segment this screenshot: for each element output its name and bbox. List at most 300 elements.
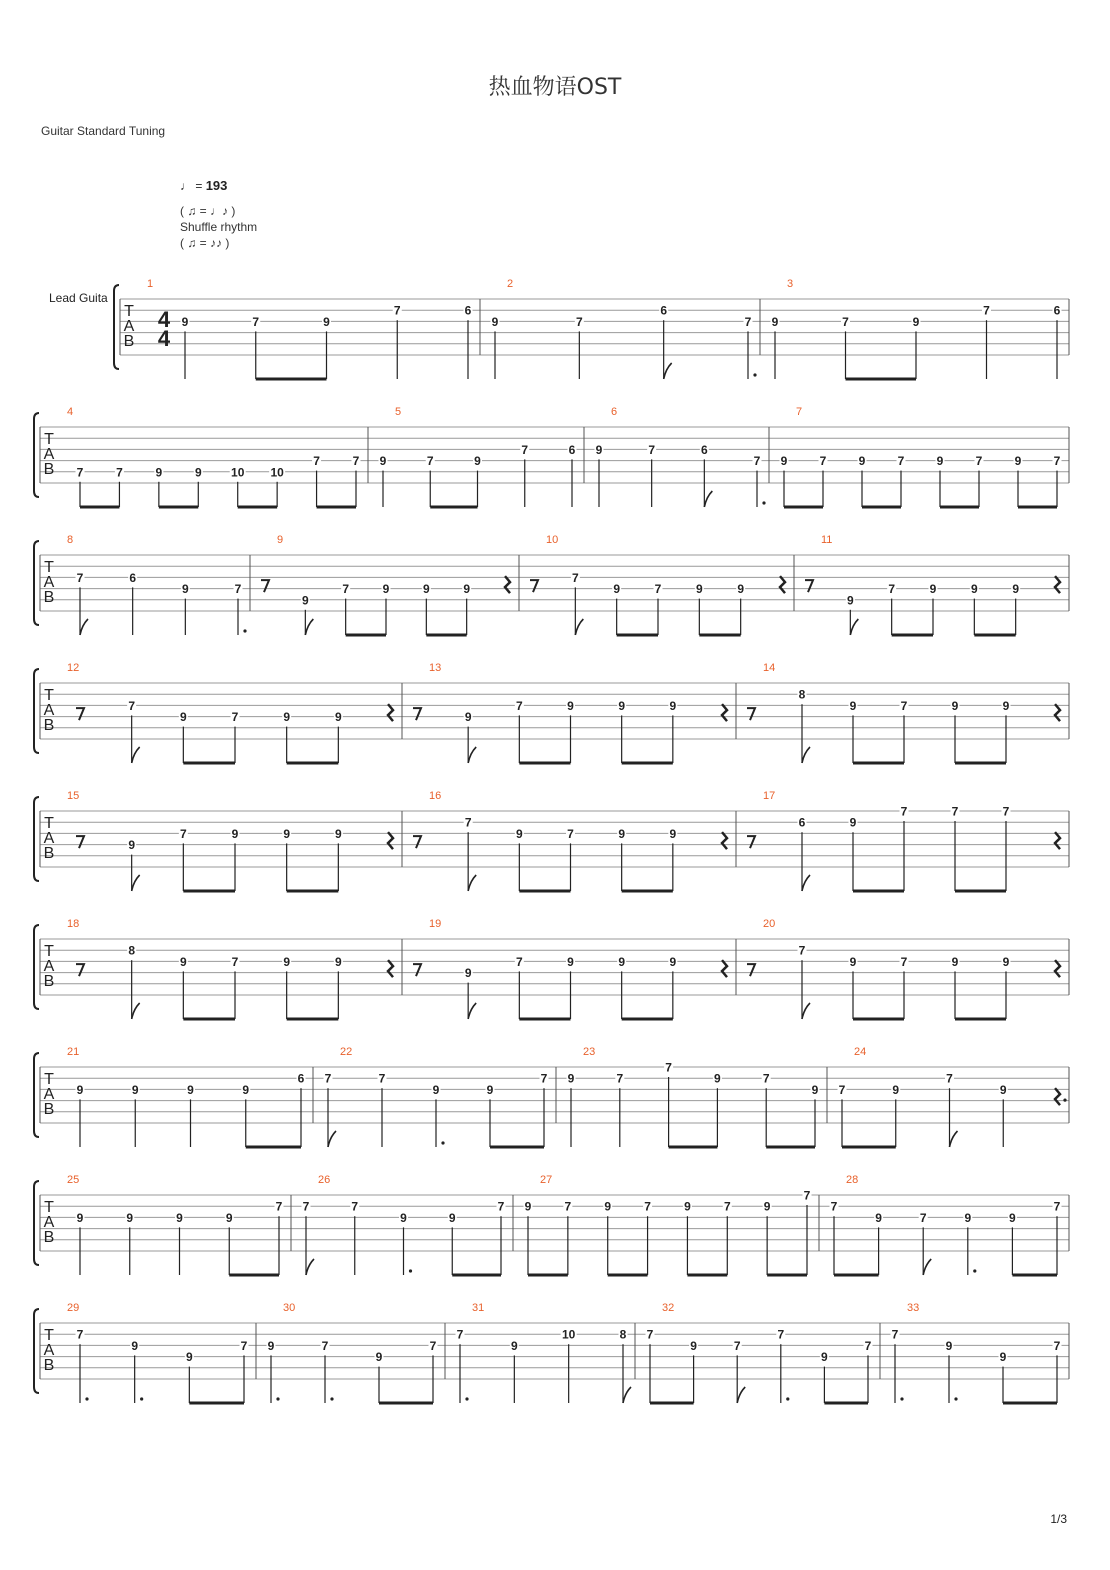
duration-dot <box>441 1141 444 1144</box>
tab-clef-letter: T <box>44 559 54 576</box>
tab-system <box>34 1046 1069 1147</box>
fret-number: 9 <box>999 1350 1007 1365</box>
tab-clef-letter: A <box>43 574 55 591</box>
fret-number: 9 <box>131 1338 139 1353</box>
fret-number: 7 <box>521 442 529 457</box>
measure-number: 26 <box>318 1174 331 1186</box>
fret-number: 9 <box>448 1210 456 1225</box>
eighth-rest <box>413 836 421 848</box>
fret-number: 9 <box>524 1199 532 1214</box>
fret-number: 9 <box>515 826 523 841</box>
fret-number: 7 <box>838 1082 846 1097</box>
fret-number: 9 <box>771 314 779 329</box>
system-bracket <box>34 1053 39 1137</box>
fret-number: 9 <box>849 698 857 713</box>
fret-number: 7 <box>1053 1199 1061 1214</box>
fret-number: 7 <box>575 314 583 329</box>
duration-dot <box>973 1269 976 1272</box>
fret-number: 6 <box>464 303 472 318</box>
fret-number: 9 <box>737 582 745 597</box>
note-flag <box>80 619 88 635</box>
fret-number: 9 <box>567 1071 575 1086</box>
fret-number: 9 <box>155 465 163 480</box>
quarter-rest <box>1055 704 1060 721</box>
fret-number: 7 <box>240 1338 248 1353</box>
measure-number: 27 <box>540 1174 553 1186</box>
fret-number: 9 <box>128 838 136 853</box>
quarter-rest <box>388 832 393 849</box>
fret-number: 9 <box>999 1082 1007 1097</box>
fret-number: 7 <box>762 1071 770 1086</box>
fret-number: 6 <box>660 303 668 318</box>
fret-number: 7 <box>777 1327 785 1342</box>
note-flag <box>737 1387 745 1403</box>
duration-dot <box>140 1397 143 1400</box>
fret-number: 7 <box>564 1199 572 1214</box>
tab-clef-letter: A <box>43 702 55 719</box>
fret-number: 9 <box>1014 454 1022 469</box>
measure-number: 15 <box>67 790 80 802</box>
fret-number: 9 <box>780 454 788 469</box>
time-signature-top: 4 <box>157 307 171 332</box>
fret-number: 8 <box>128 943 136 958</box>
fret-number: 7 <box>644 1199 651 1214</box>
system-bracket <box>34 669 39 753</box>
fret-number: 9 <box>595 442 603 457</box>
tab-system <box>34 918 1069 1019</box>
duration-dot <box>85 1397 88 1400</box>
fret-number: 7 <box>733 1338 741 1353</box>
measure-number: 21 <box>67 1046 80 1058</box>
measure-number: 29 <box>67 1302 80 1314</box>
fret-number: 9 <box>858 454 866 469</box>
fret-number: 7 <box>665 1060 672 1075</box>
fret-number: 7 <box>234 582 242 597</box>
fret-number: 7 <box>803 1188 811 1203</box>
fret-number: 9 <box>301 593 309 608</box>
duration-dot <box>900 1397 903 1400</box>
fret-number: 7 <box>571 570 579 585</box>
eighth-rest <box>413 964 421 976</box>
fret-number: 7 <box>900 804 908 819</box>
quarter-rest <box>1055 1088 1060 1105</box>
fret-number: 9 <box>849 815 857 830</box>
measure-number: 31 <box>472 1302 485 1314</box>
tuning-label: Guitar Standard Tuning <box>41 124 166 138</box>
measure-number: 32 <box>662 1302 675 1314</box>
tab-clef-letter: A <box>43 446 55 463</box>
fret-number: 7 <box>324 1071 332 1086</box>
fret-number: 7 <box>654 582 662 597</box>
page-number: 1/3 <box>1050 1512 1067 1526</box>
fret-number: 6 <box>1053 303 1061 318</box>
fret-number: 7 <box>888 582 896 597</box>
tempo-bpm: 193 <box>205 178 228 193</box>
tab-system <box>34 790 1069 891</box>
measure-number: 11 <box>821 534 833 546</box>
fret-number: 7 <box>515 698 523 713</box>
fret-number: 9 <box>334 710 342 725</box>
fret-number: 9 <box>1002 698 1010 713</box>
duration-dot <box>786 1397 789 1400</box>
quarter-rest <box>780 576 785 593</box>
measure-number: 23 <box>583 1046 596 1058</box>
fret-number: 9 <box>181 314 189 329</box>
measure-number: 9 <box>277 534 284 546</box>
quarter-note-icon: ♩ <box>180 179 192 193</box>
rest-dot <box>1063 1099 1066 1102</box>
fret-number: 9 <box>618 698 626 713</box>
track-name: Lead Guita <box>49 291 108 305</box>
time-signature-bottom: 4 <box>157 326 171 351</box>
fret-number: 7 <box>231 710 239 725</box>
fret-number: 7 <box>648 442 656 457</box>
swing-equivalence-icon: ( ♫ = ♩♪ ) <box>180 204 236 218</box>
fret-number: 7 <box>900 698 908 713</box>
tab-clef-letter: T <box>44 815 54 832</box>
quarter-rest <box>1055 576 1060 593</box>
fret-number: 7 <box>313 454 320 469</box>
fret-number: 7 <box>179 826 187 841</box>
eighth-rest <box>747 964 755 976</box>
tab-clef-letter: T <box>44 1071 54 1088</box>
tab-clef-letter: A <box>43 1342 55 1359</box>
fret-number: 9 <box>945 1338 953 1353</box>
fret-number: 7 <box>342 582 350 597</box>
system-bracket <box>34 797 39 881</box>
measure-number: 8 <box>67 534 74 546</box>
fret-number: 7 <box>497 1199 505 1214</box>
fret-number: 9 <box>567 954 574 969</box>
fret-number: 9 <box>1009 1210 1016 1225</box>
fret-number: 9 <box>267 1338 275 1353</box>
fret-number: 7 <box>1053 454 1061 469</box>
measure-number: 25 <box>67 1174 80 1186</box>
tab-clef-letter: B <box>43 973 55 990</box>
fret-number: 9 <box>334 954 342 969</box>
fret-number: 9 <box>510 1338 518 1353</box>
fret-number: 9 <box>176 1210 183 1225</box>
fret-number: 9 <box>185 1350 193 1365</box>
measure-number: 3 <box>787 278 794 290</box>
measure-number: 4 <box>67 406 74 418</box>
eighth-rest <box>76 836 84 848</box>
system-bracket <box>34 1181 39 1265</box>
fret-number: 9 <box>379 454 387 469</box>
fret-number: 9 <box>491 314 499 329</box>
measure-number: 20 <box>763 918 776 930</box>
fret-number: 9 <box>486 1082 494 1097</box>
fret-number: 7 <box>798 943 806 958</box>
fret-number: 9 <box>242 1082 250 1097</box>
score-title: 热血物语OST <box>488 75 622 100</box>
fret-number: 9 <box>1002 954 1010 969</box>
fret-number: 9 <box>463 582 471 597</box>
note-flag <box>623 1387 631 1403</box>
note-flag <box>468 1003 476 1019</box>
fret-number: 7 <box>321 1338 329 1353</box>
fret-number: 7 <box>919 1210 927 1225</box>
fret-number: 7 <box>456 1327 464 1342</box>
fret-number: 7 <box>744 314 752 329</box>
measure-number: 18 <box>67 918 80 930</box>
note-flag <box>328 1131 336 1147</box>
quarter-rest <box>388 704 393 721</box>
fret-number: 9 <box>464 966 472 981</box>
fret-number: 9 <box>179 710 187 725</box>
fret-number: 9 <box>690 1338 697 1353</box>
fret-number: 6 <box>798 815 806 830</box>
measure-number: 6 <box>611 406 618 418</box>
fret-number: 6 <box>568 442 576 457</box>
note-flag <box>132 1003 140 1019</box>
fret-number: 9 <box>283 954 291 969</box>
fret-number: 9 <box>849 954 857 969</box>
fret-number: 7 <box>76 465 84 480</box>
fret-number: 7 <box>252 314 260 329</box>
fret-number: 7 <box>275 1199 283 1214</box>
tab-clef-letter: B <box>43 1357 55 1374</box>
fret-number: 9 <box>695 582 703 597</box>
measure-number: 7 <box>796 406 803 418</box>
fret-number: 9 <box>936 454 944 469</box>
note-flag <box>468 747 476 763</box>
fret-number: 7 <box>723 1199 731 1214</box>
fret-number: 7 <box>1002 804 1010 819</box>
fret-number: 7 <box>464 815 472 830</box>
tab-clef-letter: A <box>43 958 55 975</box>
fret-number: 9 <box>821 1350 828 1365</box>
tab-clef-letter: B <box>43 589 55 606</box>
measure-number: 14 <box>763 662 776 674</box>
fret-number: 9 <box>1012 582 1020 597</box>
fret-number: 7 <box>891 1327 899 1342</box>
fret-number: 9 <box>669 826 677 841</box>
fret-number: 9 <box>669 698 677 713</box>
fret-number: 7 <box>393 303 401 318</box>
fret-number: 7 <box>864 1338 872 1353</box>
note-flag <box>306 1259 314 1275</box>
fret-number: 7 <box>128 698 136 713</box>
tab-clef-letter: T <box>44 1199 54 1216</box>
system-bracket <box>34 541 39 625</box>
note-flag <box>468 875 476 891</box>
fret-number: 8 <box>798 687 806 702</box>
fret-number: 9 <box>76 1210 84 1225</box>
fret-number: 7 <box>975 454 983 469</box>
fret-number: 9 <box>187 1082 194 1097</box>
fret-number: 9 <box>422 582 430 597</box>
tab-clef-letter: A <box>43 830 55 847</box>
fret-number: 9 <box>669 954 677 969</box>
fret-number: 7 <box>302 1199 310 1214</box>
fret-number: 10 <box>231 465 245 480</box>
fret-number: 7 <box>426 454 434 469</box>
eighth-rest <box>76 708 84 720</box>
fret-number: 9 <box>811 1082 819 1097</box>
fret-number: 9 <box>283 710 291 725</box>
fret-number: 9 <box>604 1199 612 1214</box>
duration-dot <box>276 1397 279 1400</box>
tab-clef-letter: B <box>43 845 55 862</box>
fret-number: 9 <box>618 954 626 969</box>
fret-number: 7 <box>116 465 123 480</box>
fret-number: 9 <box>194 465 202 480</box>
fret-number: 7 <box>352 454 360 469</box>
fret-number: 7 <box>378 1071 386 1086</box>
fret-number: 9 <box>964 1210 972 1225</box>
swing-label: Shuffle rhythm <box>180 220 258 234</box>
fret-number: 7 <box>515 954 523 969</box>
tab-system <box>34 534 1069 635</box>
tab-system <box>34 406 1069 507</box>
fret-number: 9 <box>951 954 959 969</box>
fret-number: 6 <box>297 1071 305 1086</box>
fret-number: 9 <box>567 698 574 713</box>
tab-system <box>34 1302 1069 1403</box>
measure-number: 24 <box>854 1046 867 1058</box>
tab-clef-letter: B <box>43 1229 55 1246</box>
duration-dot <box>954 1397 957 1400</box>
note-flag <box>575 619 583 635</box>
fret-number: 9 <box>618 826 626 841</box>
fret-number: 9 <box>432 1082 440 1097</box>
duration-dot <box>753 373 756 376</box>
fret-number: 7 <box>1053 1338 1061 1353</box>
duration-dot <box>762 501 765 504</box>
quarter-rest <box>1055 960 1060 977</box>
fret-number: 9 <box>323 314 330 329</box>
tab-clef-letter: A <box>123 318 135 335</box>
fret-number: 7 <box>646 1327 654 1342</box>
fret-number: 7 <box>567 826 574 841</box>
tab-clef-letter: B <box>43 717 55 734</box>
fret-number: 6 <box>700 442 708 457</box>
fret-number: 7 <box>76 570 84 585</box>
swing-equivalence-icon-2: ( ♫ = ♪♪ ) <box>180 236 230 250</box>
fret-number: 9 <box>929 582 937 597</box>
tab-clef-letter: T <box>44 943 54 960</box>
system-bracket <box>34 925 39 1009</box>
fret-number: 9 <box>283 826 291 841</box>
measure-number: 10 <box>546 534 559 546</box>
fret-number: 9 <box>126 1210 134 1225</box>
system-bracket <box>114 285 119 369</box>
note-flag <box>132 875 140 891</box>
fret-number: 9 <box>846 593 854 608</box>
note-flag <box>132 747 140 763</box>
fret-number: 9 <box>225 1210 233 1225</box>
quarter-rest <box>1055 832 1060 849</box>
eighth-rest <box>805 580 813 592</box>
fret-number: 7 <box>830 1199 838 1214</box>
fret-number: 9 <box>464 710 472 725</box>
system-bracket <box>34 1309 39 1393</box>
measure-number: 16 <box>429 790 442 802</box>
fret-number: 7 <box>897 454 905 469</box>
measure-number: 19 <box>429 918 442 930</box>
tab-clef-letter: B <box>123 333 135 350</box>
fret-number: 7 <box>753 454 761 469</box>
eighth-rest <box>261 580 269 592</box>
note-flag <box>704 491 712 507</box>
fret-number: 9 <box>76 1082 84 1097</box>
fret-number: 9 <box>875 1210 882 1225</box>
tab-system <box>114 278 1069 379</box>
note-flag <box>850 619 858 635</box>
fret-number: 7 <box>951 804 959 819</box>
system-bracket <box>34 413 39 497</box>
quarter-rest <box>505 576 510 593</box>
fret-number: 7 <box>429 1338 437 1353</box>
fret-number: 7 <box>540 1071 548 1086</box>
tab-clef-letter: T <box>124 303 134 320</box>
fret-number: 6 <box>129 570 137 585</box>
quarter-rest <box>722 960 727 977</box>
note-flag <box>802 747 810 763</box>
quarter-rest <box>388 960 393 977</box>
quarter-rest <box>722 704 727 721</box>
fret-number: 9 <box>400 1210 407 1225</box>
tab-clef-letter: T <box>44 431 54 448</box>
fret-number: 9 <box>179 954 187 969</box>
quarter-rest <box>722 832 727 849</box>
fret-number: 7 <box>76 1327 84 1342</box>
tab-clef-letter: T <box>44 1327 54 1344</box>
fret-number: 9 <box>951 698 959 713</box>
fret-number: 9 <box>375 1350 383 1365</box>
fret-number: 7 <box>351 1199 359 1214</box>
fret-number: 10 <box>270 465 284 480</box>
note-flag <box>664 363 672 379</box>
tempo-prefix: = <box>195 179 206 193</box>
fret-number: 9 <box>912 314 920 329</box>
fret-number: 7 <box>842 314 849 329</box>
fret-number: 7 <box>946 1071 953 1086</box>
eighth-rest <box>76 964 84 976</box>
tab-clef-letter: T <box>44 687 54 704</box>
fret-number: 7 <box>616 1071 624 1086</box>
tab-system <box>34 662 1069 763</box>
duration-dot <box>409 1269 412 1272</box>
measure-number: 1 <box>147 278 154 290</box>
fret-number: 9 <box>970 582 978 597</box>
measure-number: 28 <box>846 1174 859 1186</box>
tab-clef-letter: B <box>43 1101 55 1118</box>
eighth-rest <box>747 836 755 848</box>
fret-number: 7 <box>900 954 908 969</box>
measure-number: 13 <box>429 662 442 674</box>
duration-dot <box>330 1397 333 1400</box>
note-flag <box>923 1259 931 1275</box>
fret-number: 9 <box>131 1082 139 1097</box>
fret-number: 9 <box>613 582 621 597</box>
eighth-rest <box>747 708 755 720</box>
tab-clef-letter: A <box>43 1214 55 1231</box>
note-flag <box>305 619 313 635</box>
tab-clef-letter: A <box>43 1086 55 1103</box>
note-flag <box>802 875 810 891</box>
tab-system <box>34 1174 1069 1275</box>
measure-number: 22 <box>340 1046 353 1058</box>
fret-number: 9 <box>231 826 239 841</box>
tab-clef-letter: B <box>43 461 55 478</box>
fret-number: 9 <box>684 1199 691 1214</box>
note-flag <box>802 1003 810 1019</box>
measure-number: 12 <box>67 662 80 674</box>
fret-number: 9 <box>382 582 390 597</box>
measure-number: 5 <box>395 406 402 418</box>
